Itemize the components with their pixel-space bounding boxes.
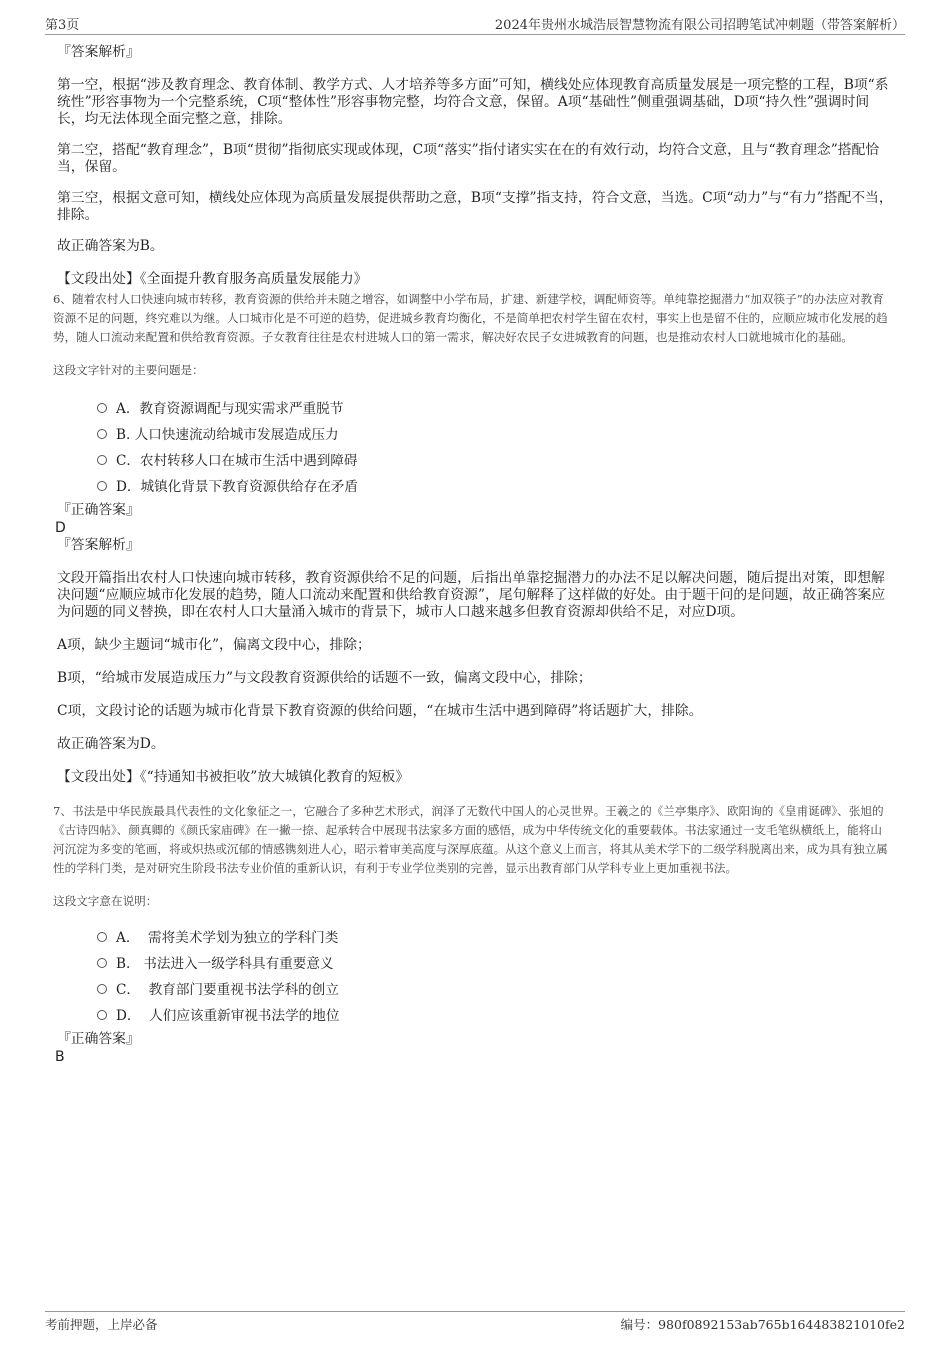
page-content <box>53 44 893 1066</box>
page-header <box>45 14 905 34</box>
option-label: A．教育资源调配与现实需求严重脱节 <box>116 401 344 417</box>
option-label: B. 人口快速流动给城市发展造成压力 <box>116 427 339 443</box>
analysis-label: 『答案解析』 <box>57 537 140 553</box>
analysis-paragraph: C项，文段讨论的话题为城市化背景下教育资源的供给问题，“在城市生活中遇到障碍”将话题扩大，排除。 <box>57 703 703 719</box>
question-stem: 6、随着农村人口快速向城市转移，教育资源的供给并未随之增容，如调整中小学布局，扩建、新建学校，调配师资等。单纯靠挖掘潜力“加双筷子”的办法应对教育资源不足的问题，终究难以为继。人口城市化是不可逆的趋势，促进城乡教育均衡化，不是简单把农村学生留在农村，事实上也是留不住的，应顺应城市化发展的趋势，随人口流动来配置和供给教育资源。子女教育往往是农村进城人口的第一需求，解决好农民子女进城教育的问题，也是推动农村人口就地城市化的基础。 <box>53 292 888 344</box>
question-prompt: 这段文字意在说明： <box>53 894 158 908</box>
question-prompt: 这段文字针对的主要问题是： <box>53 363 204 377</box>
radio-icon[interactable] <box>97 455 107 465</box>
option-label: B. 书法进入一级学科具有重要意义 <box>116 956 334 972</box>
page-number: 第3页 <box>45 18 80 33</box>
document-id: 编号：980f0892153ab765b164483821010fe2 <box>620 1317 905 1332</box>
correct-answer-label: 『正确答案』 <box>57 1031 140 1047</box>
correct-answer: B <box>55 1049 65 1065</box>
option-b[interactable] <box>97 420 893 446</box>
radio-icon[interactable] <box>97 1010 107 1020</box>
source-citation: 【文段出处】《“持通知书被拒收”放大城镇化教育的短板》 <box>57 769 410 785</box>
options-list <box>97 394 893 498</box>
radio-icon[interactable] <box>97 429 107 439</box>
option-c[interactable] <box>97 975 893 1001</box>
option-label: A． 需将美术学划为独立的学科门类 <box>116 930 339 946</box>
question-stem: 7、书法是中华民族最具代表性的文化象征之一，它融合了多种艺术形式，润泽了无数代中国人的心灵世界。王羲之的《兰亭集序》、欧阳询的《皇甫诞碑》、张旭的《古诗四帖》、颜真卿的《颜氏家庙碑》在一撇一捺、起承转合中展现书法家多方面的感悟，成为中华传统文化的重要载体。书法家通过一支毛笔纵横纸上，能将山河沉淀为多变的笔画，将或炽热或沉郁的情感镌刻进人心，昭示着审美高度与深厚底蕴。从这个意义上而言，将其从美术学下的二级学科脱离出来，成为具有独立属性的学科门类，是对研究生阶段书法专业价值的重新认识，有利于专业学位类别的完善，显示出教育部门从学科专业上更加重视书法。 <box>53 804 888 875</box>
analysis-paragraph: A项，缺少主题词“城市化”，偏离文段中心，排除； <box>57 637 371 653</box>
option-d[interactable] <box>97 1001 893 1027</box>
option-b[interactable] <box>97 949 893 975</box>
conclusion: 故正确答案为B。 <box>57 238 164 254</box>
option-d[interactable] <box>97 472 893 498</box>
radio-icon[interactable] <box>97 403 107 413</box>
option-label: C．农村转移人口在城市生活中遇到障碍 <box>116 453 358 469</box>
option-label: D． 人们应该重新审视书法学的地位 <box>116 1008 340 1024</box>
radio-icon[interactable] <box>97 958 107 968</box>
radio-icon[interactable] <box>97 984 107 994</box>
footer-slogan: 考前押题，上岸必备 <box>45 1317 158 1332</box>
option-c[interactable] <box>97 446 893 472</box>
header-divider <box>45 34 905 35</box>
analysis-paragraph: B项，“给城市发展造成压力”与文段教育资源供给的话题不一致，偏离文段中心，排除； <box>57 670 592 686</box>
document-title: 2024年贵州水城浩辰智慧物流有限公司招聘笔试冲刺题（带答案解析） <box>494 18 905 33</box>
correct-answer-label: 『正确答案』 <box>57 502 140 518</box>
option-label: D．城镇化背景下教育资源供给存在矛盾 <box>116 479 358 495</box>
options-list <box>97 923 893 1027</box>
analysis-paragraph: 第二空，搭配“教育理念”，B项“贯彻”指彻底实现或体现，C项“落实”指付诸实实在在的有效行动，均符合文意，且与“教育理念”搭配恰当，保留。 <box>57 142 880 175</box>
option-label: C． 教育部门要重视书法学科的创立 <box>116 982 339 998</box>
analysis-label: 『答案解析』 <box>57 44 140 60</box>
conclusion: 故正确答案为D。 <box>57 736 165 752</box>
analysis-paragraph: 文段开篇指出农村人口快速向城市转移，教育资源供给不足的问题，后指出单靠挖掘潜力的办法不足以解决问题，随后提出对策，即想解决问题“应顺应城市化发展的趋势，随人口流动来配置和供给教育资源”，尾句解释了这样做的好处。由于题干问的是问题，故正确答案应为问题的同义替换，即在农村人口大量涌入城市的背景下，城市人口越来越多但教育资源却供给不足，对应D项。 <box>57 570 886 620</box>
radio-icon[interactable] <box>97 481 107 491</box>
radio-icon[interactable] <box>97 932 107 942</box>
analysis-paragraph: 第一空，根据“涉及教育理念、教育体制、教学方式、人才培养等多方面”可知，横线处应体现教育高质量发展是一项完整的工程，B项“系统性”形容事物为一个完整系统，C项“整体性”形容事物完整，均符合文意，保留。A项“基础性”侧重强调基础，D项“持久性”强调时间长，均无法体现全面完整之意，排除。 <box>57 77 889 127</box>
analysis-paragraph: 第三空，根据文意可知，横线处应体现为高质量发展提供帮助之意，B项“支撑”指支持，符合文意，当选。C项“动力”与“有力”搭配不当，排除。 <box>57 190 893 223</box>
option-a[interactable] <box>97 923 893 949</box>
option-a[interactable] <box>97 394 893 420</box>
source-citation: 【文段出处】《全面提升教育服务高质量发展能力》 <box>57 271 368 287</box>
correct-answer: D <box>55 520 66 536</box>
footer-divider <box>45 1311 905 1312</box>
